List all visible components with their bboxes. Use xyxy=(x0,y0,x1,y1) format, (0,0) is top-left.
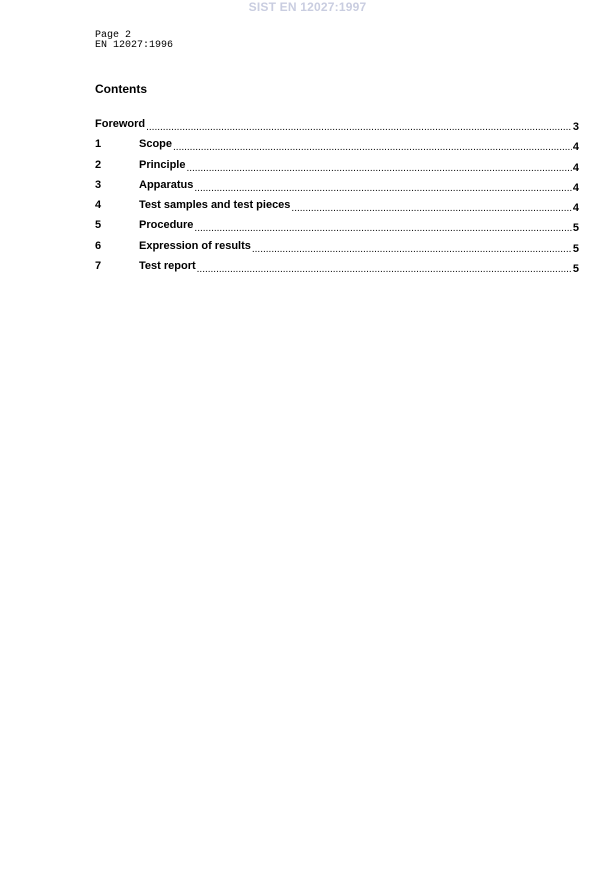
leader-dots xyxy=(197,264,572,275)
toc-entry-foreword[interactable] xyxy=(95,118,579,138)
toc-entry-title: Foreword xyxy=(95,118,146,130)
toc-entry-page: 5 xyxy=(572,242,579,255)
toc-entry-title: Apparatus xyxy=(139,178,194,191)
toc-entry-test-report[interactable] xyxy=(95,260,579,280)
toc-entry-page: 4 xyxy=(572,202,579,215)
leader-dots xyxy=(194,223,571,234)
toc-entry-number: 2 xyxy=(95,158,102,171)
toc-entry-number: 4 xyxy=(95,199,102,212)
watermark: SIST EN 12027:1997 xyxy=(248,0,367,14)
leader-dots xyxy=(186,163,571,174)
contents-heading: Contents xyxy=(95,82,147,96)
leader-dots xyxy=(291,203,571,214)
page-header xyxy=(95,31,173,51)
leader-dots xyxy=(146,122,572,133)
toc-entry-page: 4 xyxy=(572,181,579,194)
toc-entry-principle[interactable] xyxy=(95,159,579,179)
toc-entry-expression-of-results[interactable] xyxy=(95,240,579,260)
toc-entry-test-samples[interactable] xyxy=(95,199,579,219)
toc-entry-number: 3 xyxy=(95,178,102,191)
toc-entry-number: 5 xyxy=(95,219,102,232)
toc-entry-page: 5 xyxy=(572,263,579,276)
toc-entry-page: 3 xyxy=(572,121,579,133)
page-number: Page 2 xyxy=(95,30,132,41)
toc-entry-page: 4 xyxy=(572,141,579,154)
toc-entry-title: Expression of results xyxy=(139,239,251,252)
toc-entry-procedure[interactable] xyxy=(95,219,579,239)
toc-entry-title: Test report xyxy=(139,260,196,273)
toc-entry-scope[interactable] xyxy=(95,138,579,158)
toc-entry-title: Test samples and test pieces xyxy=(139,199,291,212)
leader-dots xyxy=(252,244,572,255)
toc-entry-apparatus[interactable] xyxy=(95,179,579,199)
toc-entry-page: 4 xyxy=(572,161,579,174)
toc-entry-number: 7 xyxy=(95,260,102,273)
leader-dots xyxy=(194,183,571,194)
toc-entry-title: Scope xyxy=(139,138,173,151)
leader-dots xyxy=(173,142,572,153)
toc-entry-number: 1 xyxy=(95,138,102,151)
toc-entry-page: 5 xyxy=(572,222,579,235)
toc-entry-title: Procedure xyxy=(139,219,194,232)
toc-entry-title: Principle xyxy=(139,158,186,171)
table-of-contents xyxy=(95,118,579,280)
toc-entry-number: 6 xyxy=(95,239,102,252)
standard-id: EN 12027:1996 xyxy=(95,40,174,51)
